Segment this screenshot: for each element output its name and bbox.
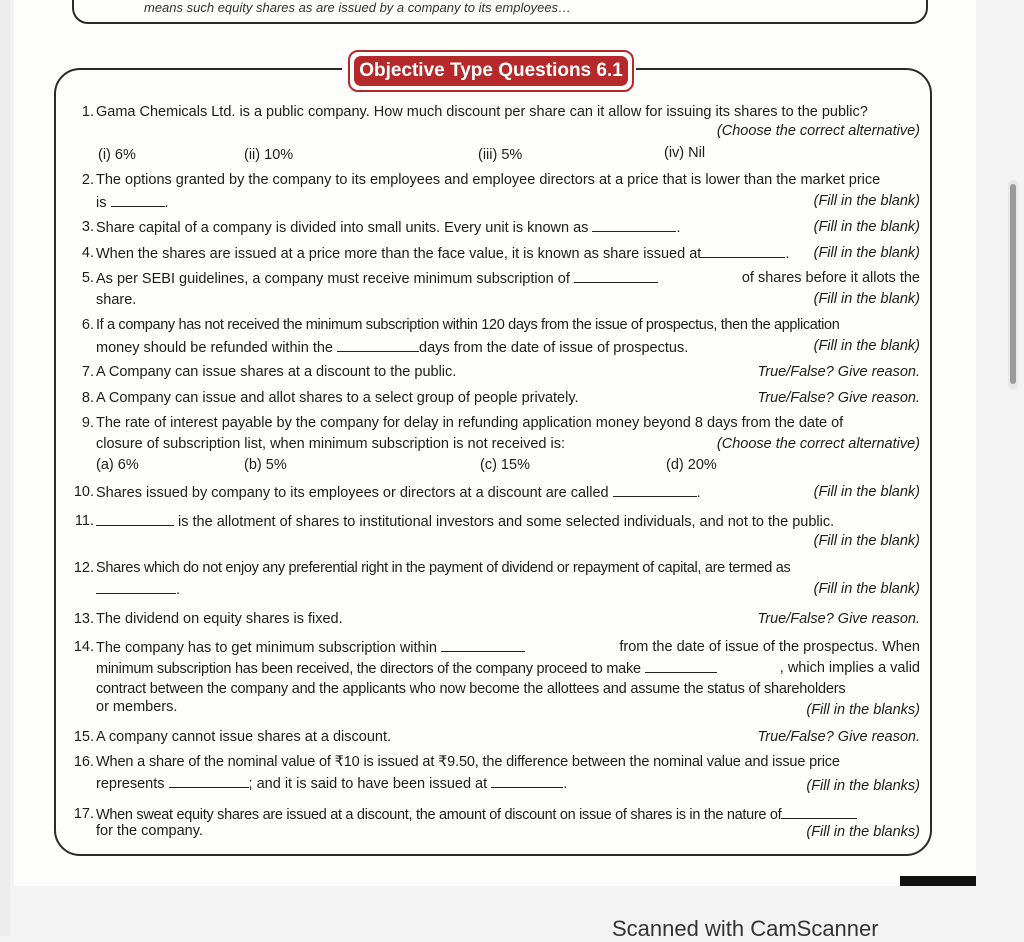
question-text: A company cannot issue shares at a discount. <box>96 729 392 745</box>
left-margin <box>0 0 10 936</box>
question-text: The rate of interest payable by the company for delay in refunding application money beyond 8 days from the date of <box>96 415 844 431</box>
question-11 <box>60 511 920 553</box>
question-number: 3. <box>81 219 94 235</box>
question-7 <box>60 362 920 384</box>
text-fragment: money should be refunded within the <box>96 340 333 356</box>
question-instruction: True/False? Give reason. <box>757 364 920 380</box>
question-instruction: (Fill in the blanks) <box>806 702 920 718</box>
section-title: Objective Type Questions 6.1 <box>354 56 628 86</box>
text-fragment: of shares before it allots the <box>741 270 920 286</box>
question-instruction: (Fill in the blank) <box>813 219 920 235</box>
question-number: 5. <box>81 270 94 286</box>
text-fragment: . <box>176 582 181 598</box>
option-b: (b) 5% <box>244 457 287 473</box>
text-fragment: . <box>164 195 169 211</box>
section-title-box <box>348 50 634 92</box>
question-number: 17. <box>73 806 94 822</box>
text-fragment: or members. <box>96 699 178 715</box>
question-1 <box>60 102 920 164</box>
answer-blank <box>592 217 676 232</box>
question-text-line2 <box>96 337 688 359</box>
question-number: 1. <box>81 104 94 120</box>
question-text-line <box>96 511 834 533</box>
question-instruction: (Fill in the blanks) <box>806 778 920 794</box>
question-text-line <box>96 637 525 659</box>
question-text: The options granted by the company to its employees and employee directors at a price that is lower than the market price <box>96 172 881 188</box>
answer-blank <box>491 773 563 788</box>
question-number: 6. <box>81 317 94 333</box>
answer-blank <box>701 243 785 258</box>
question-text: Gama Chemicals Ltd. is a public company. How much discount per share can it allow for issuing its shares to the public? <box>96 104 868 120</box>
question-text: When the shares are issued at a price more than the face value, it is known as share issued at <box>96 246 702 262</box>
question-instruction: (Fill in the blank) <box>813 338 920 354</box>
question-text: As per SEBI guidelines, a company must receive minimum subscription of <box>96 271 570 287</box>
question-number: 16. <box>73 754 94 770</box>
option-ii: (ii) 10% <box>244 147 294 163</box>
question-8 <box>60 388 920 410</box>
question-text-line2 <box>96 773 567 795</box>
text-fragment: minimum subscription has been received, the directors of the company proceed to make <box>96 661 641 677</box>
option-iii: (iii) 5% <box>478 147 523 163</box>
answer-blank <box>169 773 249 788</box>
question-instruction: (Fill in the blank) <box>813 245 920 261</box>
question-text: Shares which do not enjoy any preferential right in the payment of dividend or repayment of capital, are termed as <box>96 560 791 576</box>
scanner-watermark: Scanned with CamScanner <box>612 916 879 941</box>
question-text-line <box>96 217 681 239</box>
text-fragment: closure of subscription list, when minimum subscription is not received is: <box>96 436 566 452</box>
question-instruction: (Fill in the blanks) <box>806 824 920 840</box>
question-number: 8. <box>81 390 94 406</box>
text-fragment: days from the date of issue of prospectus. <box>419 340 689 356</box>
text-fragment: . <box>785 246 790 262</box>
text-fragment: represents <box>96 776 165 792</box>
question-text-line <box>96 243 789 265</box>
answer-blank <box>781 804 857 819</box>
question-17 <box>60 804 920 848</box>
question-6 <box>60 315 920 359</box>
question-instruction: (Fill in the blank) <box>813 193 920 209</box>
question-text: The dividend on equity shares is fixed. <box>96 611 343 627</box>
text-fragment: . <box>563 776 568 792</box>
text-fragment: for the company. <box>96 823 203 839</box>
text-fragment: contract between the company and the applicants who now become the allottees and assume the status of shareholders <box>96 681 846 697</box>
question-number: 15. <box>73 729 94 745</box>
option-c: (c) 15% <box>480 457 530 473</box>
scrollbar-thumb[interactable] <box>1010 184 1016 384</box>
question-number: 10. <box>73 484 94 500</box>
question-instruction: True/False? Give reason. <box>757 611 920 627</box>
question-12 <box>60 558 920 602</box>
answer-blank <box>96 511 174 526</box>
question-text: Shares issued by company to its employees or directors at a discount are called <box>96 485 609 501</box>
answer-blank <box>337 337 419 352</box>
question-text-line2 <box>96 192 169 214</box>
text-fragment: share. <box>96 292 137 308</box>
question-5 <box>60 268 920 312</box>
question-instruction: (Fill in the blank) <box>813 484 920 500</box>
question-text-line2 <box>96 579 180 601</box>
question-13 <box>60 609 920 631</box>
previous-section-text: means such equity shares as are issued by a company to its employees… <box>144 0 572 15</box>
text-fragment: from the date of issue of the prospectus. When <box>619 639 920 655</box>
question-9 <box>60 413 920 477</box>
question-instruction: (Fill in the blank) <box>813 291 920 307</box>
text-fragment: . <box>696 485 701 501</box>
answer-blank <box>574 268 658 283</box>
question-15 <box>60 727 920 749</box>
question-text: The company has to get minimum subscription within <box>96 640 437 656</box>
question-text: A Company can issue shares at a discount to the public. <box>96 364 457 380</box>
answer-blank <box>441 637 525 652</box>
question-text-line <box>96 482 701 504</box>
question-instruction: (Choose the correct alternative) <box>716 436 920 452</box>
option-i: (i) 6% <box>98 147 136 163</box>
text-fragment: is <box>96 195 107 211</box>
answer-blank <box>645 658 717 673</box>
question-text: When a share of the nominal value of ₹10 is issued at ₹9.50, the difference between the nominal value and issue price <box>96 754 840 770</box>
answer-blank <box>96 579 176 594</box>
question-text: is the allotment of shares to institutional investors and some selected individuals, and not to the public. <box>178 514 835 530</box>
question-number: 13. <box>73 611 94 627</box>
question-instruction: True/False? Give reason. <box>757 390 920 406</box>
question-instruction: (Choose the correct alternative) <box>716 123 920 139</box>
question-10 <box>60 482 920 504</box>
answer-blank <box>613 482 697 497</box>
question-instruction: (Fill in the blank) <box>813 533 920 549</box>
question-text: If a company has not received the minimum subscription within 120 days from the issue of prospectus, then the application <box>96 317 840 333</box>
option-a: (a) 6% <box>96 457 139 473</box>
question-number: 11. <box>74 513 94 529</box>
question-text: A Company can issue and allot shares to a select group of people privately. <box>96 390 579 406</box>
option-iv: (iv) Nil <box>664 145 706 161</box>
text-fragment: , which implies a valid <box>779 660 920 676</box>
question-number: 9. <box>81 415 94 431</box>
question-3 <box>60 217 920 239</box>
question-number: 4. <box>81 245 94 261</box>
text-fragment: ; and it is said to have been issued at <box>248 776 488 792</box>
question-instruction: True/False? Give reason. <box>757 729 920 745</box>
question-14 <box>60 637 920 723</box>
answer-blank <box>111 192 165 207</box>
question-instruction: (Fill in the blank) <box>813 581 920 597</box>
question-number: 12. <box>73 560 94 576</box>
question-number: 7. <box>81 364 94 380</box>
question-2 <box>60 170 920 214</box>
text-fragment: . <box>676 220 681 236</box>
previous-section-box <box>72 0 928 24</box>
page-edge-shadow <box>900 876 976 886</box>
question-text: Share capital of a company is divided into small units. Every unit is known as <box>96 220 589 236</box>
question-number: 14. <box>73 639 94 655</box>
question-4 <box>60 243 920 265</box>
question-16 <box>60 752 920 796</box>
question-text-line <box>96 804 857 826</box>
question-text-line2 <box>96 658 717 680</box>
question-number: 2. <box>81 172 94 188</box>
option-d: (d) 20% <box>666 457 717 473</box>
question-text: When sweat equity shares are issued at a discount, the amount of discount on issue of shares is in the nature of <box>96 807 782 823</box>
question-text-line <box>96 268 658 290</box>
